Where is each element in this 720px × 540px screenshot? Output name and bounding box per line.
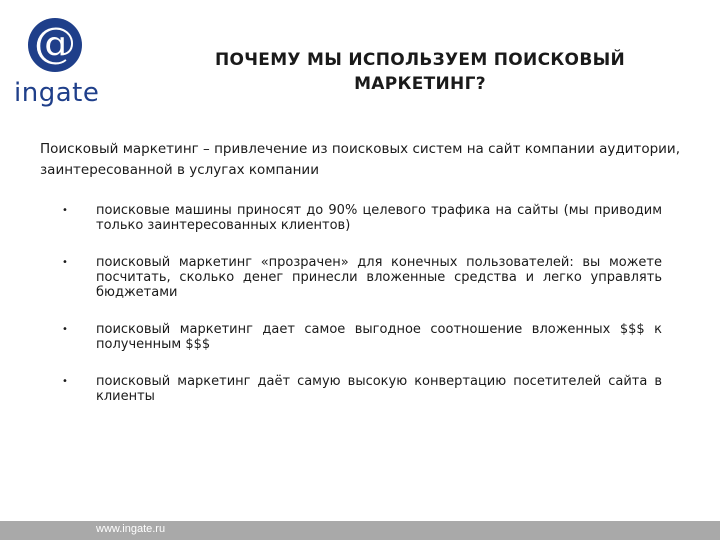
bullet-list — [62, 203, 662, 404]
at-sign-icon — [28, 18, 82, 72]
list-item — [62, 374, 662, 404]
bullet-text: поисковые машины приносят до 90% целевого трафика на сайты (мы приводим только заинтересованных клиентов) — [96, 203, 662, 233]
logo-wordmark: ingate — [14, 78, 100, 108]
page-title: ПОЧЕМУ МЫ ИСПОЛЬЗУЕМ ПОИСКОВЫЙ МАРКЕТИНГ? — [214, 50, 626, 94]
intro-paragraph: Поисковый маркетинг – привлечение из поисковых систем на сайт компании аудитории, заинтересованной в услугах компании — [40, 141, 680, 178]
bullet-text: поисковый маркетинг дает самое выгодное соотношение вложенных $$$ к полученным $$$ — [96, 322, 662, 352]
bullet-marker: • — [62, 257, 68, 268]
footer-website-link[interactable]: www.ingate.ru — [96, 523, 166, 535]
footer-bar — [0, 521, 720, 540]
list-item — [62, 322, 662, 352]
bullet-marker: • — [62, 205, 68, 216]
bullet-text: поисковый маркетинг «прозрачен» для конечных пользователей: вы можете посчитать, сколько денег принесли вложенные средства и легко управлять бюджетами — [96, 255, 662, 300]
bullet-text: поисковый маркетинг даёт самую высокую конвертацию посетителей сайта в клиенты — [96, 374, 662, 404]
list-item — [62, 255, 662, 300]
bullet-marker: • — [62, 324, 68, 335]
bullet-marker: • — [62, 376, 68, 387]
logo-symbol: @ — [34, 18, 76, 67]
company-logo — [14, 18, 100, 113]
list-item — [62, 203, 662, 233]
